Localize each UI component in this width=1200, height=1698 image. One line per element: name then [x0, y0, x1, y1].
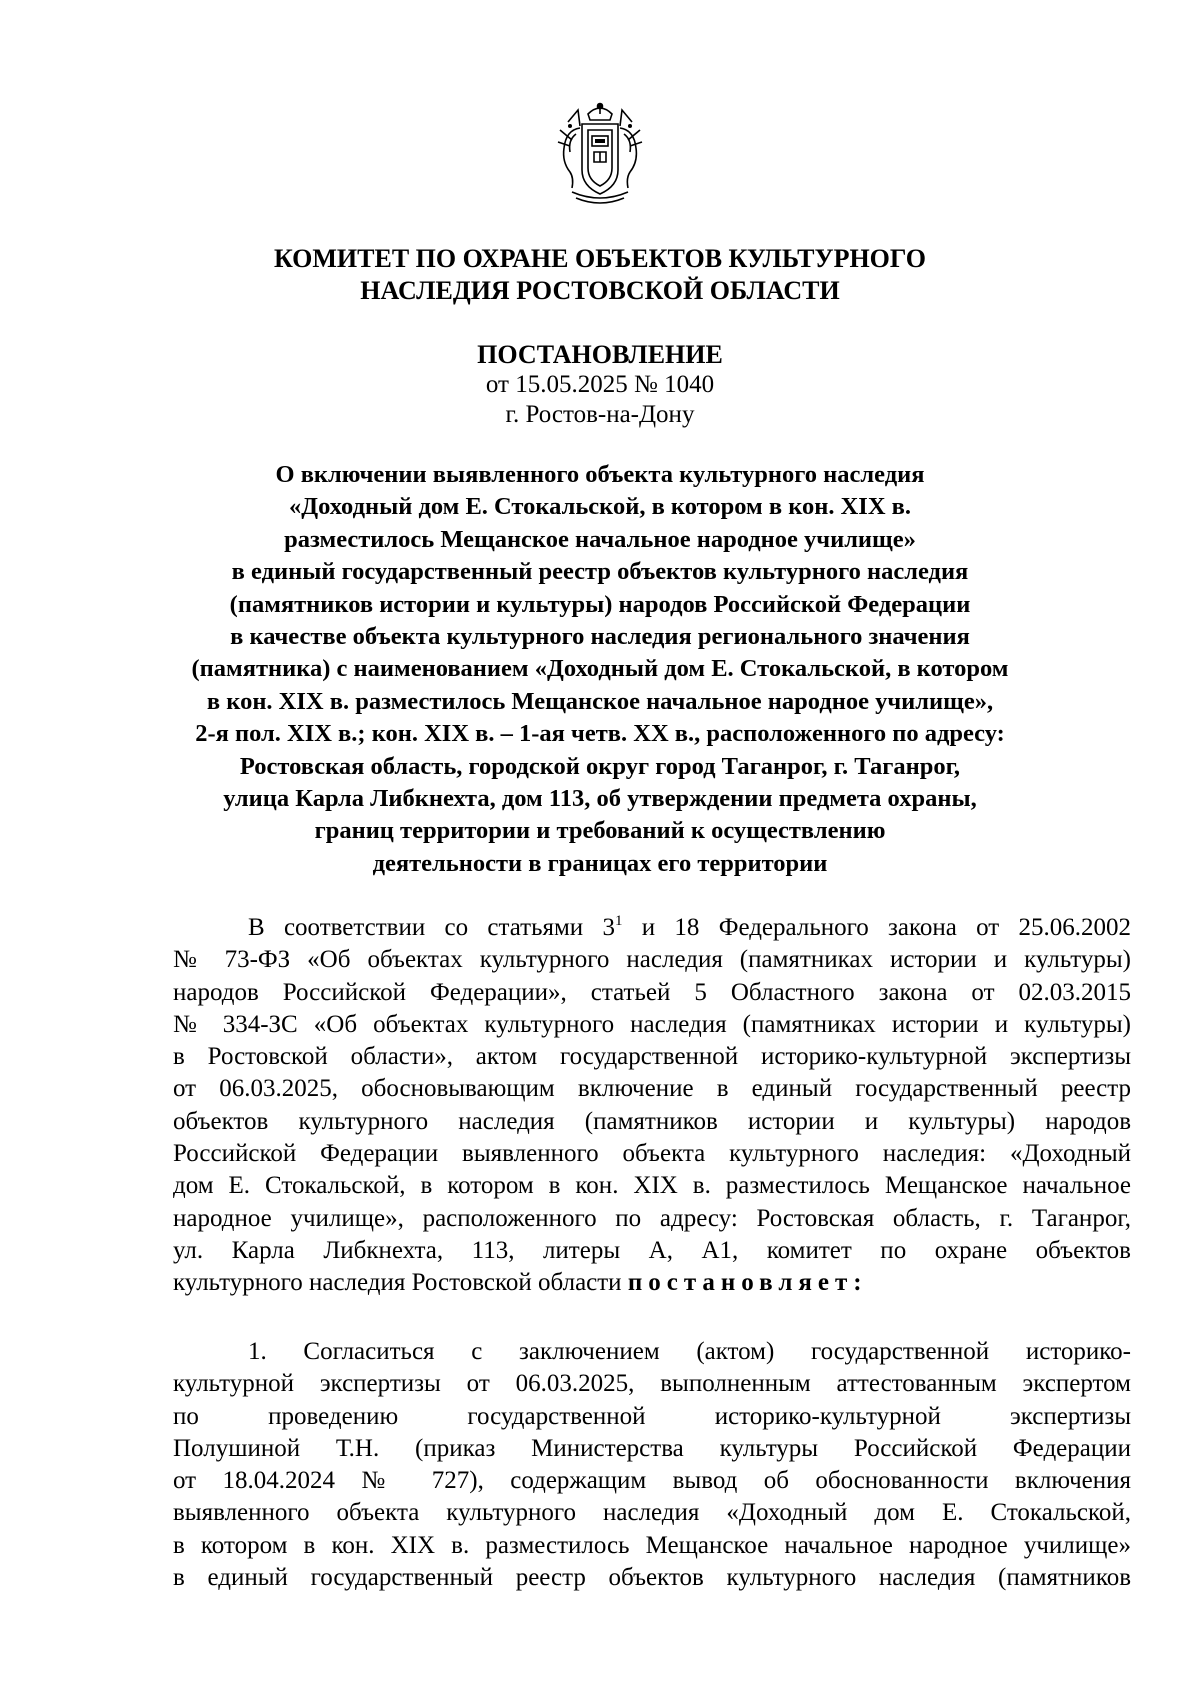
- paragraph-line: от 18.04.2024 № 727), содержащим вывод об обоснованности включения: [173, 1467, 1131, 1495]
- title-line: в единый государственный реестр объектов культурного наследия: [231, 558, 969, 586]
- paragraph-line: № 334-ЗС «Об объектах культурного наследия (памятниках истории и культуры): [173, 1010, 1131, 1038]
- paragraph-line: [173, 912, 1131, 944]
- organization-name-line-1: КОМИТЕТ ПО ОХРАНЕ ОБЪЕКТОВ КУЛЬТУРНОГО: [273, 244, 927, 273]
- paragraph-line: Российской Федерации выявленного объекта культурного наследия: «Доходный: [173, 1140, 1131, 1168]
- article-superscript: 1: [614, 913, 623, 929]
- paragraph-line: Полушиной Т.Н. (приказ Министерства культуры Российской Федерации: [173, 1434, 1131, 1462]
- document-place: г. Ростов-на-Дону: [505, 401, 695, 428]
- preamble-text-end: и 18 Федерального закона от 25.06.2002: [622, 914, 1131, 941]
- paragraph-line: народов Российской Федерации», статьей 5 Областного закона от 02.03.2015: [173, 978, 1131, 1006]
- title-line: «Доходный дом Е. Стокальской, в котором в кон. XIX в.: [288, 493, 912, 521]
- document-meta: [0, 370, 1200, 430]
- title-line: 2-я пол. XIX в.; кон. XIX в. – 1-ая четв. XX в., расположенного по адресу:: [195, 720, 1005, 748]
- preamble-last-text: культурного наследия Ростовской области: [173, 1269, 628, 1297]
- title-line: деятельности в границах его территории: [372, 849, 828, 877]
- paragraph-line: по проведению государственной историко-культурной экспертизы: [173, 1402, 1131, 1430]
- title-line: О включении выявленного объекта культурного наследия: [275, 461, 925, 488]
- paragraph-line: народное училище», расположенного по адресу: Ростовская область, г. Таганрог,: [173, 1204, 1131, 1232]
- item-1-paragraph: [173, 1336, 1131, 1594]
- title-line: разместилось Мещанское начальное народное училище»: [284, 525, 916, 553]
- paragraph-line: объектов культурного наследия (памятников истории и культуры) народов: [173, 1107, 1131, 1135]
- paragraph-line: в единый государственный реестр объектов культурного наследия (памятников: [173, 1564, 1131, 1592]
- title-line: (памятника) с наименованием «Доходный дом Е. Стокальской, в котором: [191, 655, 1009, 683]
- title-line: границ территории и требований к осуществлению: [314, 817, 886, 845]
- paragraph-line: 1. Согласиться с заключением (актом) государственной историко-: [248, 1338, 1131, 1365]
- title-line: улица Карла Либкнехта, дом 113, об утверждении предмета охраны,: [223, 785, 977, 813]
- paragraph-line: № 73-ФЗ «Об объектах культурного наследия (памятниках истории и культуры): [173, 946, 1131, 974]
- document-type: ПОСТАНОВЛЕНИЕ: [477, 340, 723, 369]
- paragraph-line: культурной экспертизы от 06.03.2025, выполненным аттестованным экспертом: [173, 1370, 1131, 1398]
- title-line: Ростовская область, городской округ город Таганрог, г. Таганрог,: [239, 752, 961, 780]
- title-line: в кон. XIX в. разместилось Мещанское начальное народное училище»,: [206, 687, 994, 715]
- paragraph-line: в котором в кон. XIX в. разместилось Мещанское начальное народное училище»: [173, 1531, 1131, 1559]
- paragraph-line: в Ростовской области», актом государственной историко-культурной экспертизы: [173, 1043, 1131, 1071]
- resolves-keyword: постановляет:: [627, 1269, 868, 1297]
- paragraph-line: [173, 1267, 1131, 1299]
- organization-name-line-2: НАСЛЕДИЯ РОСТОВСКОЙ ОБЛАСТИ: [360, 276, 840, 305]
- paragraph-line: выявленного объекта культурного наследия «Доходный дом Е. Стокальской,: [173, 1499, 1131, 1527]
- paragraph-line: от 06.03.2025, обосновывающим включение в единый государственный реестр: [173, 1075, 1131, 1103]
- paragraph-line: дом Е. Стокальской, в котором в кон. XIX в. разместилось Мещанское начальное: [173, 1172, 1131, 1200]
- paragraph-line: ул. Карла Либкнехта, 113, литеры А, А1, комитет по охране объектов: [173, 1236, 1131, 1264]
- title-line: (памятников истории и культуры) народов Российской Федерации: [229, 590, 971, 618]
- title-line: в качестве объекта культурного наследия регионального значения: [230, 623, 970, 651]
- organization-name: [0, 243, 1200, 307]
- document-title: [0, 459, 1200, 880]
- preamble-text-start: В соответствии со статьями 3: [248, 914, 615, 941]
- document-date-number: от 15.05.2025 № 1040: [485, 371, 715, 398]
- coat-of-arms-emblem: [550, 100, 650, 212]
- preamble-paragraph: [173, 912, 1131, 1300]
